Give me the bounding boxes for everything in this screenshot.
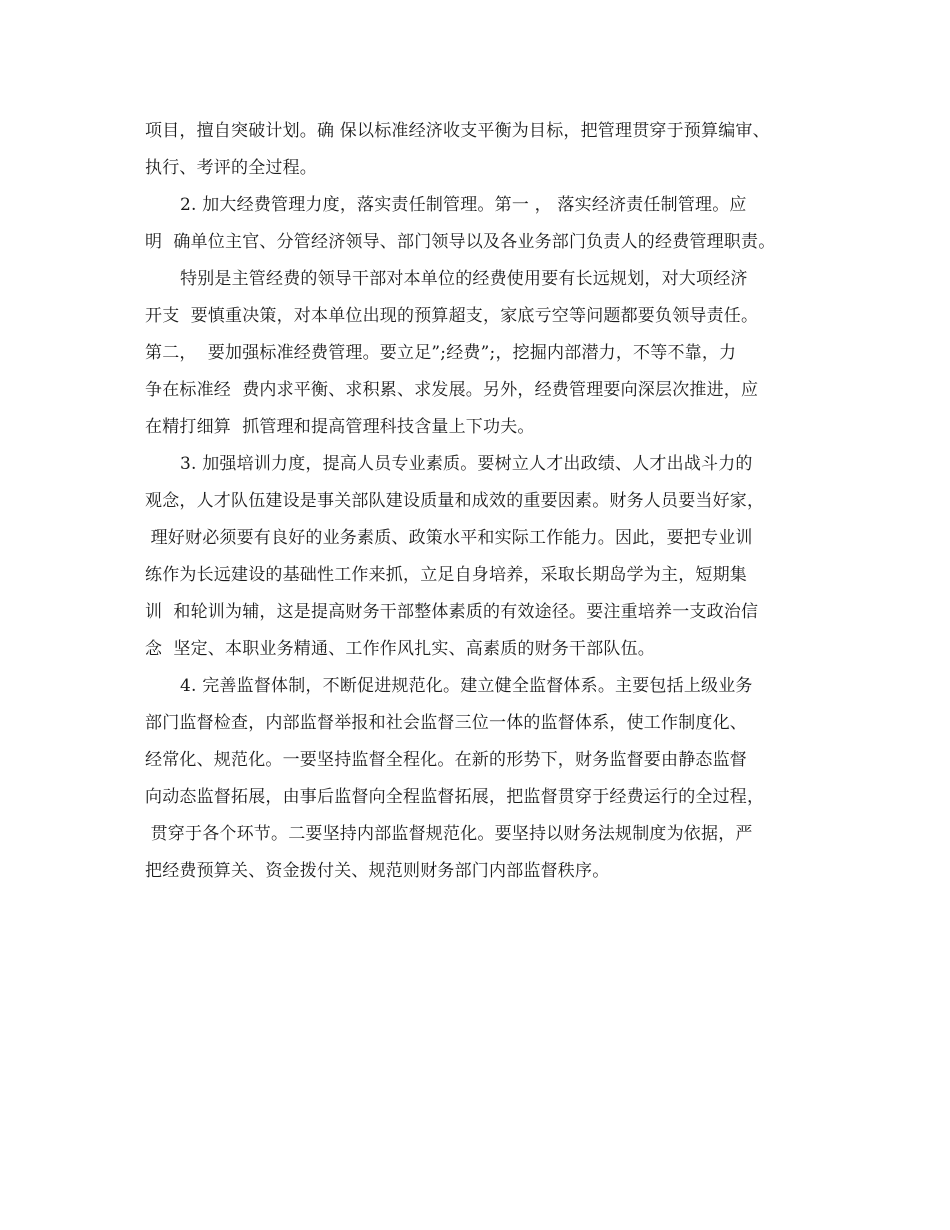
text-line: 经常化、规范化。一要坚持监督全程化。在新的形势下，财务监督要由静态监督 [145,750,747,770]
text-line: 部门监督检查，内部监督举报和社会监督三位一体的监督体系，使工作制度化、 [145,713,747,733]
paragraph-heading-4: 4. 完善监督体制，不断促进规范化。建立健全监督体系。主要包括上级业务 [180,676,753,696]
paragraph-heading-2: 2. 加大经费管理力度，落实责任制管理。第一 ， 落实经济责任制管理。应 [180,195,747,215]
text-line: 第二， 要加强标准经费管理。要立足”;经费”;，挖掘内部潜力，不等不靠，力 [145,343,737,363]
text-line: 项目，擅自突破计划。确 保以标准经济收支平衡为目标，把管理贯穿于预算编审、 [145,121,770,141]
text-line: 理好财必须要有良好的业务素质、政策水平和实际工作能力。因此，要把专业训 [145,528,753,548]
text-line: 观念，人才队伍建设是事关部队建设质量和成效的重要因素。财务人员要当好家， [145,491,765,511]
text-line: 开支 要慎重决策，对本单位出现的预算超支，家底亏空等问题都要负领导责任。 [145,306,759,326]
paragraph-heading-3: 3. 加强培训力度，提高人员专业素质。要树立人才出政绩、人才出战斗力的 [180,454,753,474]
text-line: 明 确单位主官、分管经济领导、部门领导以及各业务部门负责人的经费管理职责。 [145,232,776,252]
text-line: 在精打细算 抓管理和提高管理科技含量上下功夫。 [145,417,535,437]
text-line: 争在标准经 费内求平衡、求积累、求发展。另外，经费管理要向深层次推进，应 [145,380,759,400]
text-line: 念 坚定、本职业务精通、工作作风扎实、高素质的财务干部队伍。 [145,639,656,659]
text-line: 特别是主管经费的领导干部对本单位的经费使用要有长远规划，对大项经济 [180,269,748,289]
text-line: 贯穿于各个环节。二要坚持内部监督规范化。要坚持以财务法规制度为依据，严 [145,824,753,844]
text-line: 执行、考评的全过程。 [145,158,317,178]
text-line: 训 和轮训为辅，这是提高财务干部整体素质的有效途径。要注重培养一支政治信 [145,602,759,622]
text-line: 把经费预算关、资金拨付关、规范则财务部门内部监督秩序。 [145,861,610,881]
text-line: 练作为长远建设的基础性工作来抓，立足自身培养，采取长期岛学为主，短期集 [145,565,747,585]
text-line: 向动态监督拓展，由事后监督向全程监督拓展，把监督贯穿于经费运行的全过程， [145,787,765,807]
